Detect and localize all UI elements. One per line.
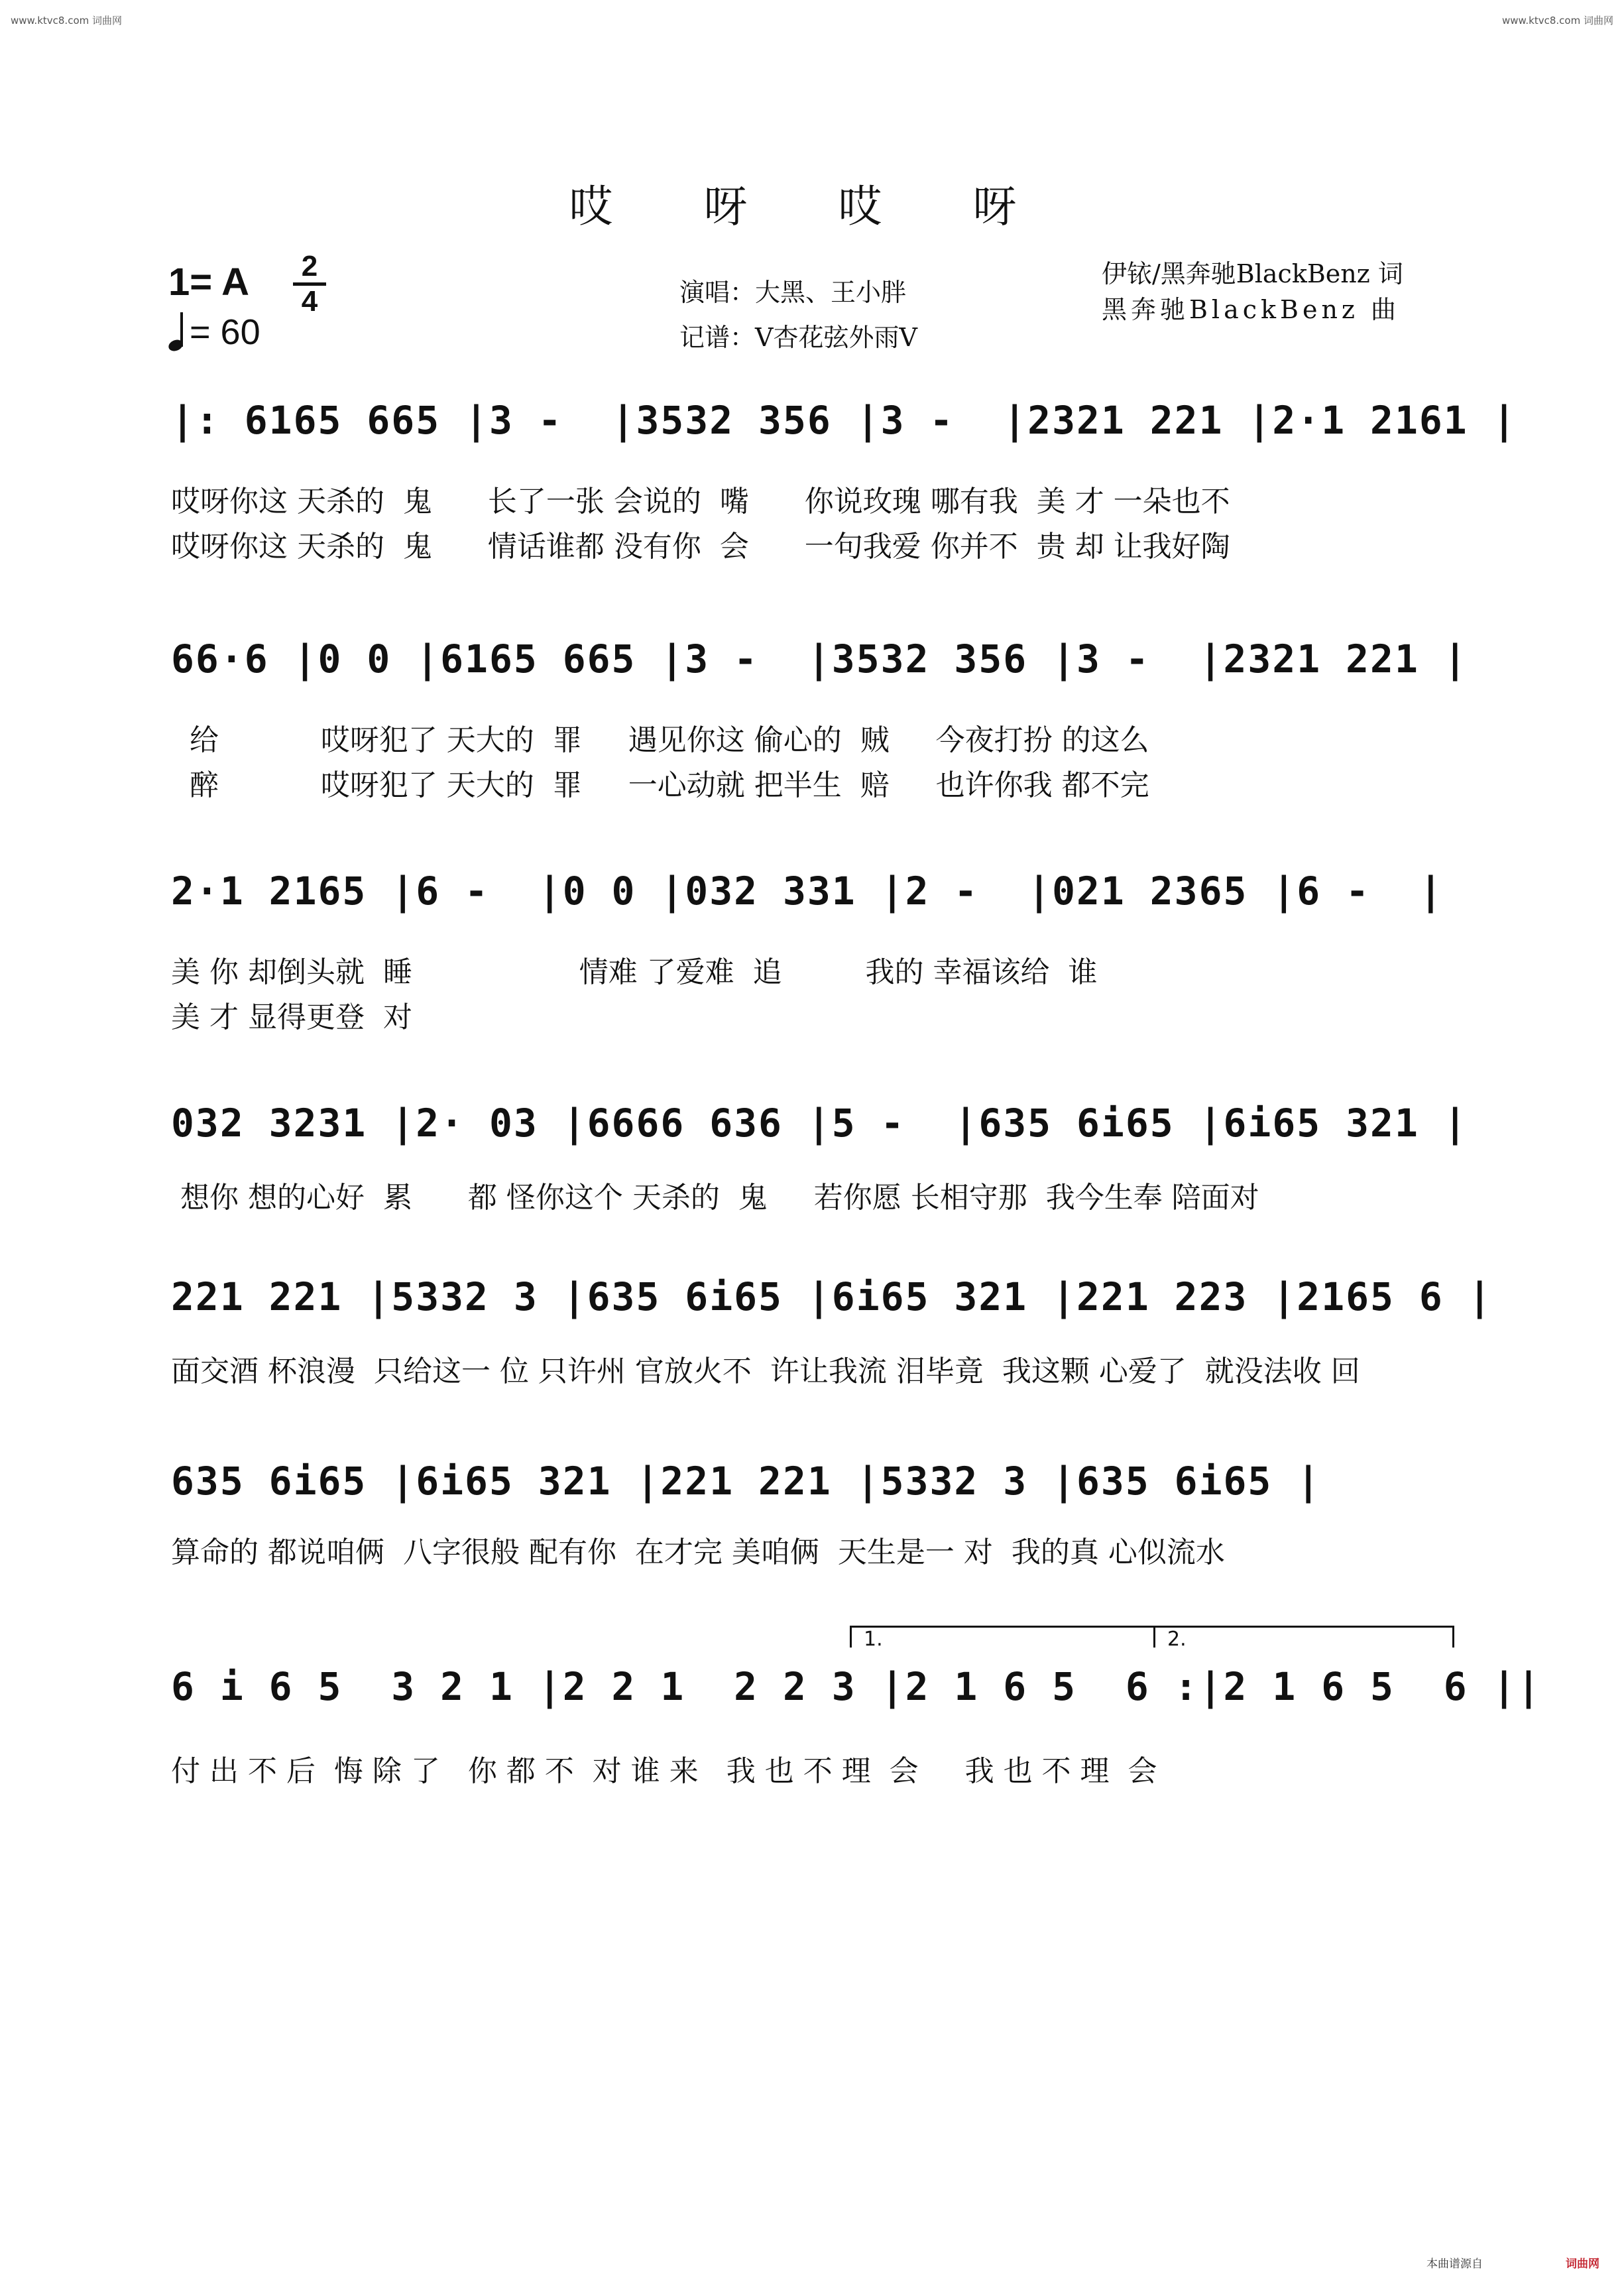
tempo-mark <box>168 312 261 353</box>
notes-line: 66·6 |0 0 |6165 665 |3 - |3532 356 |3 - |2321 221 | <box>171 636 1468 682</box>
lyrics-verse-1: 给 哎呀犯了 天大的 罪 遇见你这 偷心的 贼 今夜打扮 的这么 <box>171 723 1149 757</box>
system-7 <box>171 1664 1542 1797</box>
notes-line: 221 221 |5332 3 |635 6i65 |6i65 321 |221 223 |2165 6 | <box>171 1274 1493 1319</box>
scribe: 记谱：V杏花弦外雨V <box>679 323 917 352</box>
song-title: 哎 呀 哎 呀 <box>569 181 1055 232</box>
key-signature: 1= A <box>168 261 249 304</box>
performers: 演唱：大黑、王小胖 <box>679 278 907 307</box>
lyrics-verse-1: 付 出 不 后 悔 除 了 你 都 不 对 谁 来 我 也 不 理 会 我 也 不 理 会 <box>171 1754 1157 1788</box>
system-1 <box>171 398 1517 564</box>
lyrics-verse-1: 面交酒 杯浪漫 只给这一 位 只许州 官放火不 许让我流 泪毕竟 我这颗 心爱了 就没法收 回 <box>171 1354 1360 1388</box>
lyrics-verse-2: 美 才 显得更登 对 <box>171 1000 412 1034</box>
footer-source-label: 本曲谱源自 <box>1426 2257 1483 2271</box>
notes-line: 032 3231 |2· 03 |6666 636 |5 - |635 6i65 |6i65 321 | <box>171 1101 1468 1146</box>
lyrics-verse-2: 哎呀你这 天杀的 鬼 情话谁都 没有你 会 一句我爱 你并不 贵 却 让我好陶 <box>171 530 1230 564</box>
lyrics-verse-1: 美 你 却倒头就 睡 情难 了爱难 追 我的 幸福该给 谁 <box>171 955 1098 989</box>
lyrics-verse-2: 醉 哎呀犯了 天大的 罪 一心动就 把半生 赔 也许你我 都不完 <box>171 768 1149 802</box>
system-6 <box>171 1459 1460 1591</box>
system-2 <box>171 636 1468 802</box>
system-4 <box>171 1101 1468 1233</box>
lyrics-verse-1: 哎呀你这 天杀的 鬼 长了一张 会说的 嘴 你说玫瑰 哪有我 美 才 一朵也不 <box>171 485 1230 518</box>
tempo-value: = 60 <box>190 312 261 352</box>
time-sig-bottom: 4 <box>301 285 318 318</box>
notes-line: 2·1 2165 |6 - |0 0 |032 331 |2 - |021 2365 |6 - | <box>171 869 1444 914</box>
time-signature <box>293 252 326 316</box>
quarter-note-icon <box>168 312 184 352</box>
lyricist: 伊铱/黑奔驰BlackBenz 词 <box>1102 259 1403 288</box>
system-5 <box>171 1274 1493 1407</box>
system-3 <box>171 869 1460 1034</box>
footer-site-logo: 词曲网 <box>1566 2257 1599 2271</box>
site-watermark-right: www.ktvc8.com 词曲网 <box>1501 15 1613 27</box>
composer: 黑奔驰BlackBenz 曲 <box>1102 295 1401 324</box>
lyrics-verse-1: 算命的 都说咱俩 八字很般 配有你 在才完 美咱俩 天生是一 对 我的真 心似流水 <box>171 1535 1225 1569</box>
notes-line: |: 6165 665 |3 - |3532 356 |3 - |2321 221 |2·1 2161 | <box>171 398 1517 443</box>
time-sig-top: 2 <box>301 250 318 282</box>
lyrics-verse-1: 想你 想的心好 累 都 怪你这个 天杀的 鬼 若你愿 长相守那 我今生奉 陪面对 <box>171 1181 1259 1215</box>
notes-line: 6 i 6 5 3 2 1 |2 2 1 2 2 3 |2 1 6 5 6 :|2 1 6 5 6 || <box>171 1664 1542 1709</box>
volta-first-ending: 1. <box>850 1626 1159 1648</box>
notes-line: 635 6i65 |6i65 321 |221 221 |5332 3 |635 6i65 | <box>171 1459 1322 1504</box>
site-watermark-left: www.ktvc8.com 词曲网 <box>11 15 123 27</box>
volta-second-ending: 2. <box>1153 1626 1454 1648</box>
